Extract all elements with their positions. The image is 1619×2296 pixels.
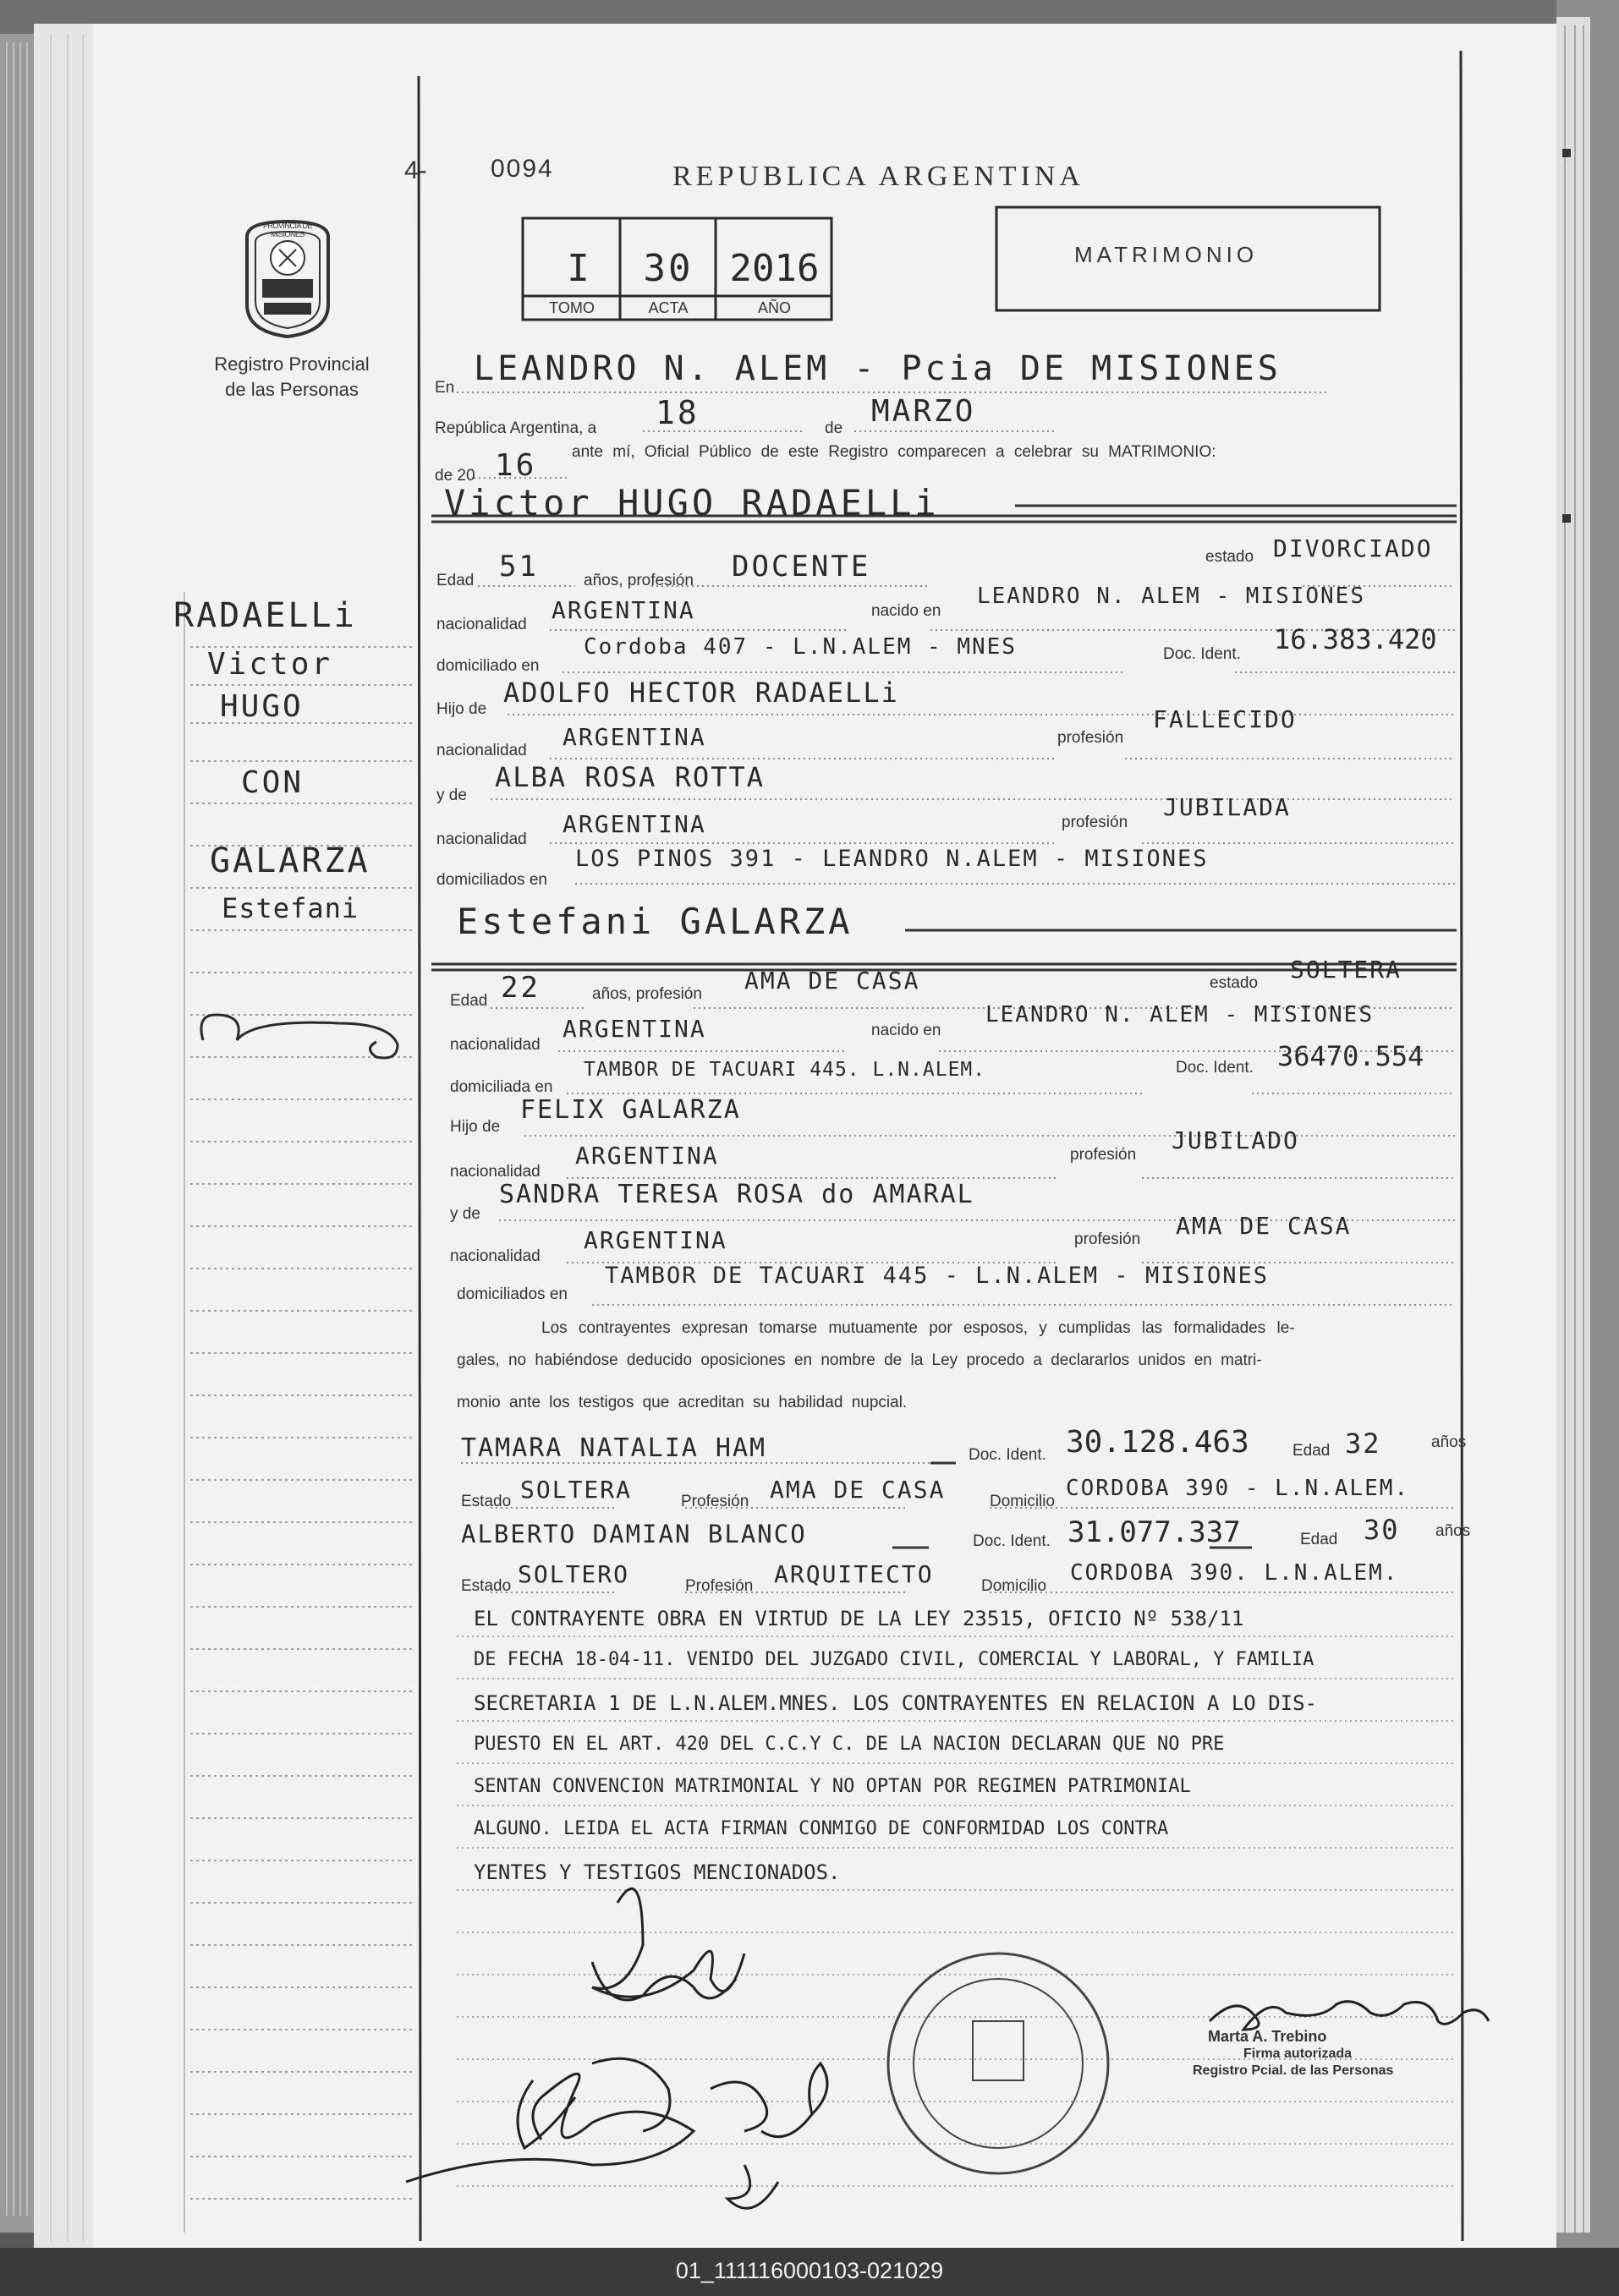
bride-edad-label: Edad <box>450 992 488 1010</box>
bride-anos-label: años, profesión <box>592 985 702 1003</box>
groom-padre: ADOLFO HECTOR RADAELLi <box>503 677 899 709</box>
groom-padre-prof-label: profesión <box>1057 729 1124 747</box>
witness2-doc: 31.077.337 <box>1067 1515 1241 1549</box>
groom-madre-prof: JUBILADA <box>1163 793 1291 821</box>
bride-madre: SANDRA TERESA ROSA do AMARAL <box>499 1180 974 1209</box>
place-label: En <box>435 379 455 397</box>
groom-padres-dom: LOS PINOS 391 - LEANDRO N.ALEM - MISIONES <box>575 846 1209 872</box>
bride-padres-dom: TAMBOR DE TACUARI 445 - L.N.ALEM - MISIONES <box>605 1263 1269 1289</box>
bride-yde-label: y de <box>450 1205 480 1223</box>
formula-line-1: Los contrayentes expresan tomarse mutuamente por esposos, y cumplidas las formalidades le- <box>541 1319 1295 1337</box>
act-type: MATRIMONIO <box>1074 242 1259 267</box>
year-prefix: de 20 <box>435 467 475 485</box>
groom-madre-nac: ARGENTINA <box>563 810 706 838</box>
bride-estado-label: estado <box>1210 974 1259 992</box>
witness1-estado-label: Estado <box>461 1493 512 1510</box>
groom-padre-nac-label: nacionalidad <box>436 742 527 759</box>
witness1-doc-label: Doc. Ident. <box>969 1446 1046 1464</box>
witness1-estado: SOLTERA <box>520 1476 633 1504</box>
groom-nacido-label: nacido en <box>871 602 941 620</box>
groom-estado: DIVORCIADO <box>1273 534 1433 562</box>
bride-name: Estefani GALARZA <box>457 901 853 942</box>
registry-name-line2: de las Personas <box>225 379 359 400</box>
groom-madre-nac-label: nacionalidad <box>436 830 527 848</box>
witness1-doc: 30.128.463 <box>1066 1425 1249 1460</box>
bride-padre-nac: ARGENTINA <box>575 1142 719 1170</box>
bride-doc: 36470.554 <box>1277 1040 1424 1072</box>
groom-edad-label: Edad <box>436 572 475 589</box>
tomo-label: TOMO <box>549 299 595 316</box>
anio-label: AÑO <box>757 299 791 316</box>
bride-edad: 22 <box>501 971 541 1005</box>
witness2-doc-label: Doc. Ident. <box>973 1532 1051 1550</box>
year-suffix: 16 <box>495 448 537 483</box>
footer-code: 01_111116000103-021029 <box>675 2258 944 2283</box>
note-line-3: SECRETARIA 1 DE L.N.ALEM.MNES. LOS CONTRAYENTES EN RELACION A LO DIS- <box>474 1691 1317 1715</box>
bride-dom-label: domiciliada en <box>450 1078 553 1096</box>
witness2-estado: SOLTERO <box>518 1560 630 1588</box>
witness2-estado-label: Estado <box>461 1577 512 1595</box>
note-line-2: DE FECHA 18-04-11. VENIDO DEL JUZGADO CIVIL, COMERCIAL Y LABORAL, Y FAMILIA <box>474 1649 1314 1670</box>
witness2-edad: 30 <box>1364 1514 1400 1546</box>
groom-dom-label: domiciliado en <box>436 657 540 675</box>
bride-nacido-label: nacido en <box>871 1022 941 1039</box>
groom-madre: ALBA ROSA ROTTA <box>495 761 765 793</box>
witness1-domicilio: CORDOBA 390 - L.N.ALEM. <box>1066 1476 1410 1501</box>
bride-madre-nac: ARGENTINA <box>584 1226 727 1254</box>
tomo-value: I <box>567 247 592 290</box>
anio-value: 2016 <box>729 247 820 290</box>
groom-hijo-label: Hijo de <box>436 700 487 718</box>
margin-name-groom-2: HUGO <box>220 689 304 724</box>
witness2-anos-label: años <box>1435 1522 1471 1540</box>
groom-padre-prof: FALLECIDO <box>1153 705 1297 733</box>
witness1-anos-label: años <box>1431 1433 1467 1451</box>
bride-madre-nac-label: nacionalidad <box>450 1247 541 1265</box>
bride-padre-nac-label: nacionalidad <box>450 1163 541 1181</box>
bride-profesion: AMA DE CASA <box>744 967 920 995</box>
groom-nac-label: nacionalidad <box>436 616 527 633</box>
bride-padre-prof: JUBILADO <box>1172 1126 1299 1154</box>
margin-surname-bride: GALARZA <box>210 841 370 880</box>
witness1-edad: 32 <box>1345 1427 1381 1460</box>
witness2-name: ALBERTO DAMIAN BLANCO <box>461 1520 807 1548</box>
bride-padre: FELIX GALARZA <box>520 1095 741 1125</box>
note-line-6: ALGUNO. LEIDA EL ACTA FIRMAN CONMIGO DE CONFORMIDAD LOS CONTRA <box>474 1818 1169 1839</box>
margin-name-bride: Estefani <box>222 892 359 924</box>
bride-nac-label: nacionalidad <box>450 1036 541 1054</box>
bride-domicilio: TAMBOR DE TACUARI 445. L.N.ALEM. <box>584 1059 986 1081</box>
groom-doc: 16.383.420 <box>1274 623 1437 655</box>
witness2-prof-label: Profesión <box>685 1577 754 1595</box>
groom-estado-label: estado <box>1205 548 1254 566</box>
witness1-dom-label: Domicilio <box>990 1493 1056 1510</box>
bride-padres-dom-label: domiciliados en <box>457 1285 568 1303</box>
registry-name-line1: Registro Provincial <box>214 353 370 375</box>
bride-doc-label: Doc. Ident. <box>1176 1059 1254 1077</box>
bride-estado: SOLTERA <box>1290 956 1402 984</box>
serial-prefix: 4- <box>404 156 427 184</box>
formula-line-2: gales, no habiéndose deducido oposiciones en nombre de la Ley procedo a declararlos unidos en matri- <box>457 1351 1262 1369</box>
place-value: LEANDRO N. ALEM - Pcia DE MISIONES <box>474 349 1281 388</box>
official-office: Registro Pcial. de las Personas <box>1193 2063 1394 2078</box>
bride-nacido: LEANDRO N. ALEM - MISIONES <box>985 1002 1374 1027</box>
bride-madre-prof: AMA DE CASA <box>1176 1212 1352 1240</box>
witness1-edad-label: Edad <box>1292 1442 1331 1460</box>
groom-madre-prof-label: profesión <box>1062 814 1128 831</box>
groom-doc-label: Doc. Ident. <box>1163 645 1241 663</box>
margin-name-groom-1: Victor <box>207 647 333 682</box>
witness2-profesion: ARQUITECTO <box>774 1560 934 1588</box>
date-day: 18 <box>656 394 700 431</box>
margin-con: CON <box>241 765 305 800</box>
bride-nacionalidad: ARGENTINA <box>563 1015 706 1043</box>
registry-seal-icon <box>247 222 328 337</box>
date-de-label: de <box>825 419 843 437</box>
groom-padres-dom-label: domiciliados en <box>436 871 547 889</box>
date-month: MARZO <box>871 394 976 429</box>
acta-value: 30 <box>643 247 694 290</box>
note-line-5: SENTAN CONVENCION MATRIMONIAL Y NO OPTAN POR REGIMEN PATRIMONIAL <box>474 1776 1191 1797</box>
groom-nacionalidad: ARGENTINA <box>552 596 695 624</box>
country-title: REPUBLICA ARGENTINA <box>672 161 1084 192</box>
groom-name: Victor HUGO RADAELLi <box>444 482 940 523</box>
registry-seal-text: PROVINCIA DE MISIONES <box>262 222 312 238</box>
note-line-1: EL CONTRAYENTE OBRA EN VIRTUD DE LA LEY 23515, OFICIO Nº 538/11 <box>474 1607 1244 1630</box>
groom-anos-label: años, profesión <box>584 572 694 589</box>
document-serial: 0094 <box>491 155 554 183</box>
groom-edad: 51 <box>499 550 539 584</box>
note-line-4: PUESTO EN EL ART. 420 DEL C.C.Y C. DE LA NACION DECLARAN QUE NO PRE <box>474 1734 1225 1755</box>
groom-profesion: DOCENTE <box>732 550 871 584</box>
witness2-dom-label: Domicilio <box>981 1577 1047 1595</box>
witness2-domicilio: CORDOBA 390. L.N.ALEM. <box>1070 1560 1399 1586</box>
official-title: Firma autorizada <box>1243 2047 1353 2061</box>
republic-label: República Argentina, a <box>435 419 597 437</box>
official-name: Marta A. Trebino <box>1208 2028 1327 2045</box>
witness1-prof-label: Profesión <box>681 1493 749 1510</box>
groom-yde-label: y de <box>436 786 467 804</box>
groom-domicilio: Cordoba 407 - L.N.ALEM - MNES <box>584 634 1017 660</box>
bride-madre-prof-label: profesión <box>1074 1230 1141 1248</box>
margin-surname-groom: RADAELLi <box>173 596 357 635</box>
groom-padre-nac: ARGENTINA <box>563 723 706 751</box>
bride-padre-prof-label: profesión <box>1070 1146 1137 1164</box>
bride-hijo-label: Hijo de <box>450 1118 501 1136</box>
witness2-edad-label: Edad <box>1300 1531 1338 1548</box>
witness1-profesion: AMA DE CASA <box>770 1476 946 1504</box>
intro-text: ante mí, Oficial Público de este Registro comparecen a celebrar su MATRIMONIO: <box>572 443 1216 461</box>
acta-label: ACTA <box>648 299 689 316</box>
groom-nacido: LEANDRO N. ALEM - MISIONES <box>977 584 1365 609</box>
formula-line-3: monio ante los testigos que acreditan su habilidad nupcial. <box>457 1394 908 1411</box>
witness1-name: TAMARA NATALIA HAM <box>461 1433 767 1463</box>
note-line-7: YENTES Y TESTIGOS MENCIONADOS. <box>474 1860 841 1884</box>
